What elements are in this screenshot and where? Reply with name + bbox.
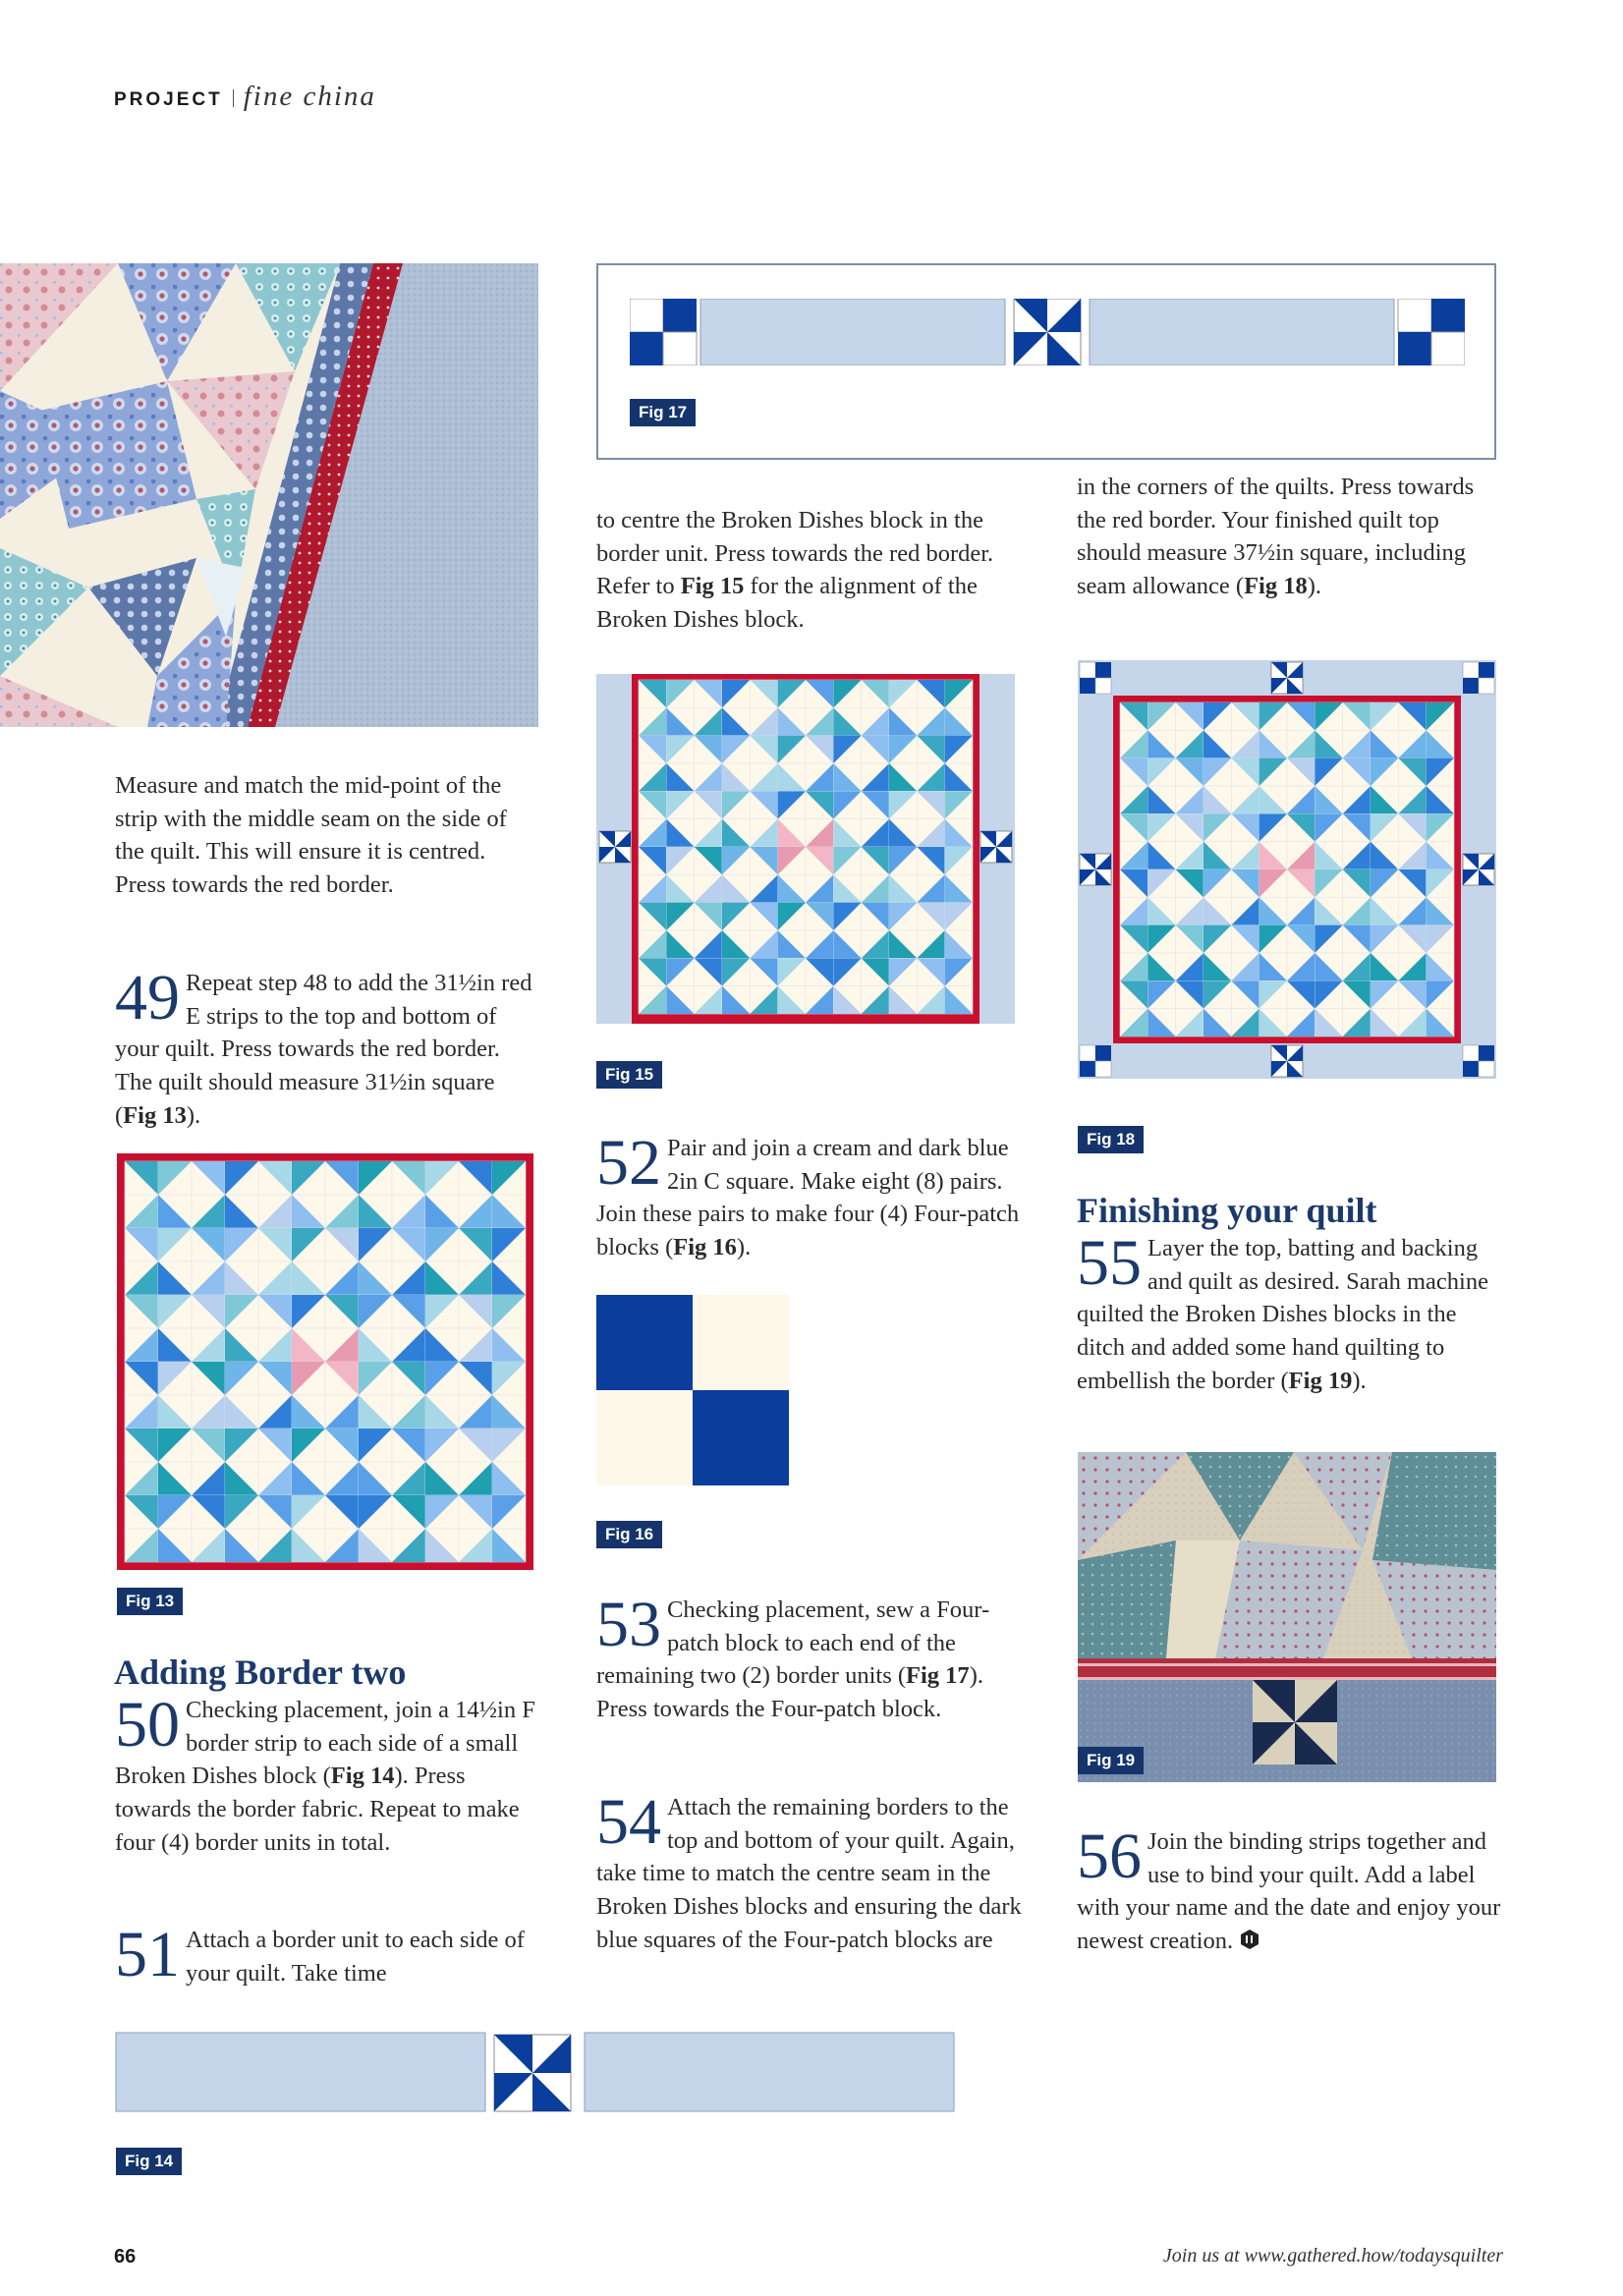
step-56 (1077, 1820, 1509, 1958)
step-52-ref: Fig 16 (673, 1234, 737, 1261)
heading-finishing-your-quilt: Finishing your quilt (1077, 1191, 1377, 1230)
col3-cont-text: in the corners of the quilts. Press towards the red border. Your finished quilt top should measure 37½in square, including seam allowance ( (1077, 474, 1475, 600)
step-54-number: 54 (596, 1786, 661, 1858)
step-50-ref: Fig 14 (330, 1763, 395, 1790)
step-49-text-end: ). (186, 1101, 201, 1129)
step-50 (115, 1689, 537, 1860)
header-divider (233, 89, 234, 107)
step-51-number: 51 (115, 1919, 180, 1990)
step-49-number: 49 (115, 962, 180, 1034)
step-53-number: 53 (596, 1589, 661, 1660)
fig14-border-unit (115, 2032, 960, 2112)
fig16-label: Fig 16 (596, 1521, 662, 1548)
fig18-label: Fig 18 (1078, 1126, 1144, 1153)
step-52-text-end: ). (736, 1234, 752, 1261)
step-50-text-end: ). Press towards the border fabric. Repeat to make four (4) border units in total. (115, 1763, 520, 1856)
fig13-quilt (117, 1153, 533, 1570)
fig17-label: Fig 17 (630, 399, 696, 426)
step-56-number: 56 (1077, 1820, 1142, 1892)
step-51-text: Attach a border unit to each side of your quilt. Take time (186, 1927, 525, 1987)
heading-adding-border-two: Adding Border two (114, 1652, 407, 1692)
fig14-label: Fig 14 (116, 2148, 182, 2175)
step-49 (115, 962, 537, 1133)
fig17-border-unit (630, 299, 1465, 365)
fig15-label: Fig 15 (596, 1061, 662, 1089)
fig13-label: Fig 13 (117, 1588, 183, 1615)
step-54 (596, 1786, 1029, 1957)
step-55 (1077, 1227, 1509, 1398)
col2-cont-ref: Fig 15 (680, 573, 745, 600)
step-50-text: Checking placement, join a 14½in F border strip to each side of a small Broken Dishes block ( (115, 1697, 535, 1790)
step-52-number: 52 (596, 1127, 661, 1199)
step-55-text-end: ). (1352, 1367, 1367, 1394)
col2-cont-text: to centre the Broken Dishes block in the border unit. Press towards the red border. Refer to (596, 507, 994, 600)
step-51 (115, 1919, 537, 1990)
step-52-text: Pair and join a cream and dark blue 2in C square. Make eight (8) pairs. Join these pairs to make four (4) Four-patch blocks ( (596, 1135, 1020, 1261)
step-56-text: Join the binding strips together and use to bind your quilt. Add a label with your name and the date and enjoy your newest creation. (1077, 1828, 1501, 1955)
step-49-ref: Fig 13 (123, 1101, 187, 1129)
fig16-four-patch (596, 1295, 789, 1485)
col2-cont-text-end: for the alignment of the Broken Dishes block. (596, 573, 978, 634)
page-header (114, 81, 376, 113)
step-55-number: 55 (1077, 1227, 1142, 1299)
col3-cont-ref: Fig 18 (1244, 573, 1308, 600)
page-number: 66 (114, 2246, 137, 2268)
fig18-quilt (1078, 660, 1496, 1079)
step-53 (596, 1589, 1029, 1726)
fig17-frame (596, 263, 1496, 460)
fig19-label: Fig 19 (1078, 1747, 1144, 1774)
step-53-ref: Fig 17 (906, 1662, 970, 1690)
col3-cont-text-end: ). (1307, 573, 1322, 600)
step-49-text: Repeat step 48 to add the 31½in red E strips to the top and bottom of your quilt. Press towards the red border. The quilt should measure 31½in square ( (115, 970, 532, 1129)
fig15-quilt (596, 674, 1015, 1024)
col1-intro-text: Measure and match the mid-point of the strip with the middle seam on the side of the quilt. This will ensure it is centred. Press towards the red border. (115, 772, 507, 899)
section-label: PROJECT (114, 89, 223, 110)
step-54-text: Attach the remaining borders to the top and bottom of your quilt. Again, take time to match the centre seam in the Broken Dishes blocks and ensuring the dark blue squares of the Four-patch blocks are (596, 1794, 1022, 1953)
fig19-photo (1078, 1452, 1496, 1782)
quilt-photo (0, 263, 538, 727)
end-mark-icon (1239, 1929, 1260, 1950)
step-55-text: Layer the top, batting and backing and quilt as desired. Sarah machine quilted the Broken Dishes blocks in the ditch and added some hand quilting to embellish the border ( (1077, 1235, 1488, 1394)
step-55-ref: Fig 19 (1288, 1367, 1353, 1394)
col1-intro (115, 769, 537, 902)
col3-continued (1077, 471, 1509, 603)
col2-continued (596, 504, 1029, 637)
footer-site-link[interactable]: Join us at www.gathered.how/todaysquilter (1162, 2245, 1503, 2267)
step-50-number: 50 (115, 1689, 180, 1761)
project-title: fine china (243, 81, 376, 112)
step-52 (596, 1127, 1029, 1264)
step-53-text: Checking placement, sew a Four-patch block to each end of the remaining two (2) border units ( (596, 1596, 990, 1690)
step-53-text-end: ). Press towards the Four-patch block. (596, 1662, 983, 1723)
